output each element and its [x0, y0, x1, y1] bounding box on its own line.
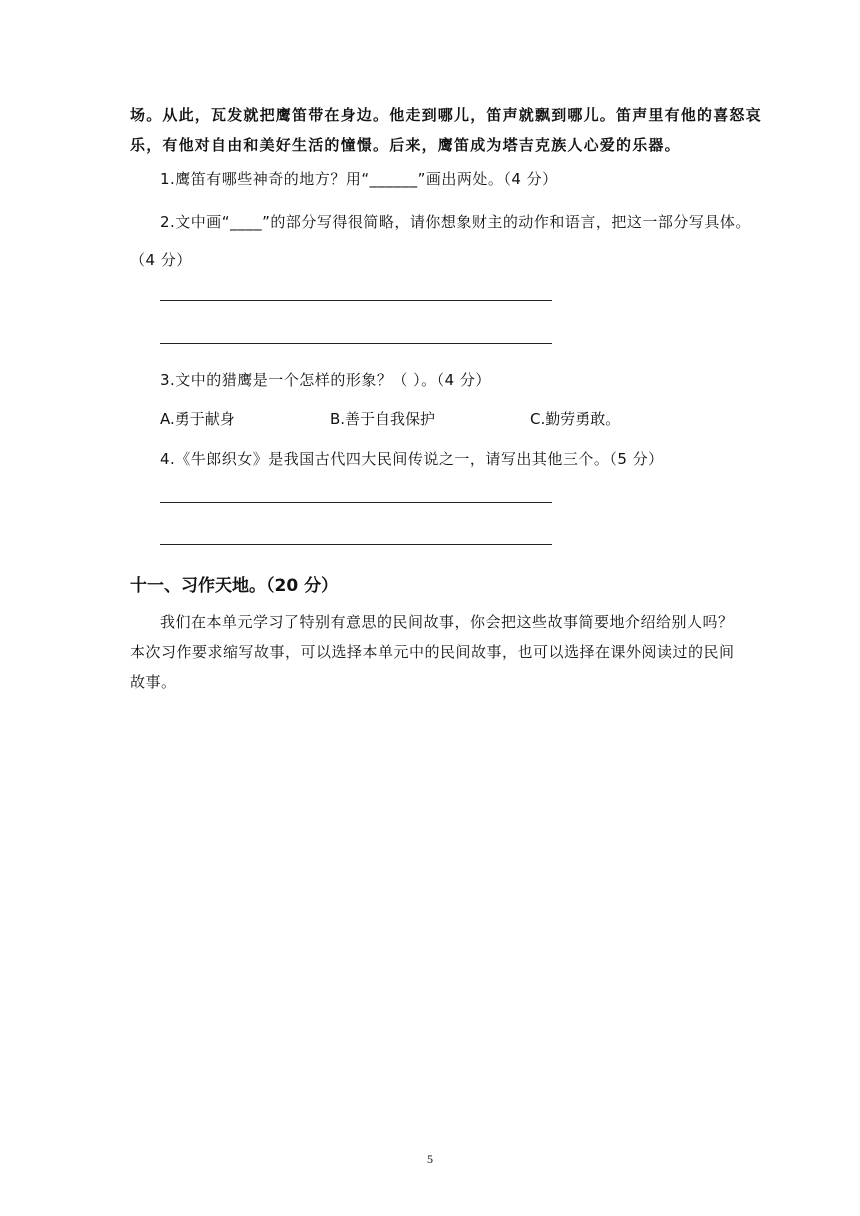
question-1: 1.鹰笛有哪些神奇的地方？用“______”画出两处。（4 分） [160, 170, 558, 188]
answer-line [160, 300, 552, 301]
passage-line-1: 场。从此，瓦发就把鹰笛带在身边。他走到哪儿，笛声就飘到哪儿。笛声里有他的喜怒哀 [130, 106, 762, 124]
section-11-heading: 十一、习作天地。（20 分） [130, 576, 339, 596]
passage-line-2: 乐，有他对自由和美好生活的憧憬。后来，鹰笛成为塔吉克族人心爱的乐器。 [130, 136, 681, 154]
question-2-line-2: （4 分） [130, 251, 192, 269]
question-4: 4.《牛郎织女》是我国古代四大民间传说之一，请写出其他三个。（5 分） [160, 450, 664, 468]
answer-line [160, 502, 552, 503]
section-11-text-line-1: 我们在本单元学习了特别有意思的民间故事，你会把这些故事简要地介绍给别人吗？ [160, 613, 734, 631]
question-3-option-c: C.勤劳勇敢。 [530, 410, 621, 428]
page-number: 5 [427, 1152, 433, 1166]
answer-line [160, 343, 552, 344]
question-3: 3.文中的猎鹰是一个怎样的形象？（ ）。（4 分） [160, 371, 491, 389]
answer-line [160, 544, 552, 545]
question-2-line-1: 2.文中画“____”的部分写得很简略，请你想象财主的动作和语言，把这一部分写具体。 [160, 213, 751, 231]
section-11-text-line-3: 故事。 [130, 673, 177, 691]
section-11-text-line-2: 本次习作要求缩写故事，可以选择本单元中的民间故事，也可以选择在课外阅读过的民间 [130, 643, 735, 661]
question-3-option-a: A.勇于献身 [160, 410, 235, 428]
question-3-option-b: B.善于自我保护 [330, 410, 436, 428]
